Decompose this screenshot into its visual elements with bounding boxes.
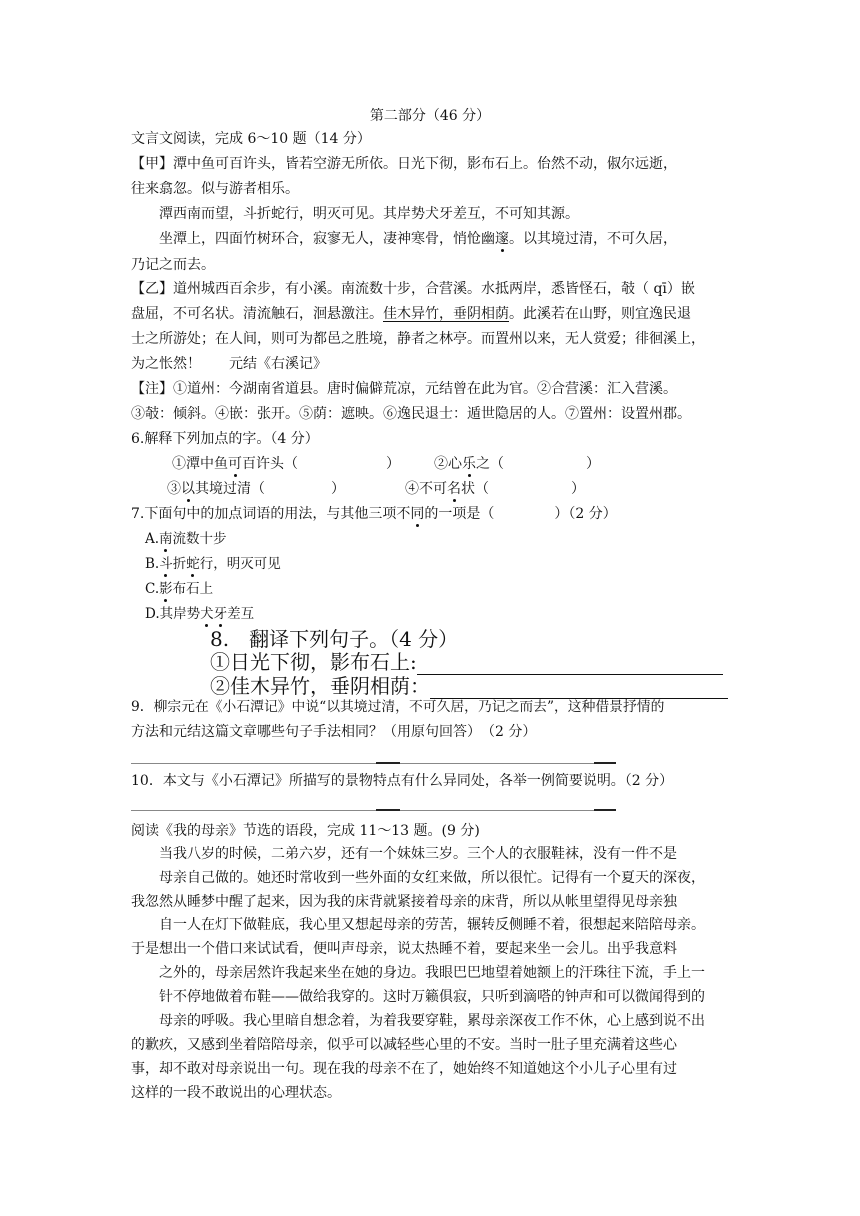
q10-line-1: 10．本文与《小石潭记》所描写的景物特点有什么异同处，各举一例简要说明。（2 分） bbox=[131, 773, 674, 789]
divider-mark bbox=[376, 762, 400, 764]
note-line-1: 【注】①道州：今湖南省道县。唐时偏僻荒凉，元结曾在此为官。②合营溪：汇入营溪。 bbox=[131, 381, 677, 397]
q7-stem: 7.下面句中的加点词语的用法，与其他三项不同的一项是（ ）（2 分） bbox=[131, 506, 617, 522]
q9-line-1: 9．柳宗元在《小石潭记》中说“以其境过清，不可久居，乃记之而去”，这种借景抒情的 bbox=[131, 699, 665, 715]
q8-sentence-1: ①日光下彻，影布石上: bbox=[210, 649, 730, 675]
q10-answer-line[interactable] bbox=[131, 810, 616, 811]
yi-line-2: 盘屈，不可名状。清流触石，洄悬激注。佳木异竹，垂阴相荫。此溪若在山野，则宜逸民退 bbox=[131, 306, 691, 322]
q7-option-a: A.南流数十步 bbox=[145, 531, 227, 547]
jia-line-2: 往来翕忽。似与游者相乐。 bbox=[131, 181, 299, 197]
mother-line-5: 于是想出一个借口来试试看，便叫声母亲，说太热睡不着，要起来坐一会儿。出乎我意料 bbox=[131, 941, 677, 957]
mother-line-10: 事，却不敢对母亲说出一句。现在我的母亲不在了，她始终不知道她这个小儿子心里有过 bbox=[131, 1061, 677, 1077]
q6-row-2: ③以其境过清（ ） ④不可名状（ ） bbox=[167, 481, 585, 497]
jia-line-3: 潭西南而望，斗折蛇行，明灭可见。其岸势犬牙差互，不可知其源。 bbox=[159, 206, 579, 222]
q8-answer-line-2[interactable] bbox=[430, 676, 728, 699]
mother-line-3: 我忽然从睡梦中醒了起来，因为我的床背就紧接着母亲的床背，所以从帐里望得见母亲独 bbox=[131, 894, 677, 910]
q9-answer-line[interactable] bbox=[131, 763, 616, 764]
jia-line-4: 坐潭上，四面竹树环合，寂寥无人，凄神寒骨，悄怆幽邃。以其境过清，不可久居， bbox=[159, 231, 677, 247]
q7-option-c: C.影布石上 bbox=[145, 581, 214, 597]
divider-mark bbox=[376, 809, 400, 811]
mother-line-4: 自一人在灯下做鞋底，我心里又想起母亲的劳苦，辗转反侧睡不着，很想起来陪陪母亲。 bbox=[159, 917, 705, 933]
classical-heading: 文言文阅读，完成 6～10 题（14 分） bbox=[131, 131, 371, 147]
q6-row-1: ①潭中鱼可百许头（ ） ②心乐之（ ） bbox=[172, 456, 600, 472]
mother-line-8: 母亲的呼吸。我心里暗自想念着，为着我要穿鞋，累母亲深夜工作不休，心上感到说不出 bbox=[159, 1013, 705, 1029]
underlined-sentence: 佳木异竹，垂阴相荫 bbox=[383, 306, 509, 322]
mother-line-6: 之外的，母亲居然许我起来坐在她的身边。我眼巴巴地望着她额上的汗珠往下流，手上一 bbox=[159, 965, 705, 981]
jia-line-1: 【甲】潭中鱼可百许头，皆若空游无所依。日光下彻，影布石上。佁然不动，俶尔远逝， bbox=[131, 156, 677, 172]
q6-stem: 6.解释下列加点的字。（4 分） bbox=[131, 431, 319, 447]
mother-heading: 阅读《我的母亲》节选的语段，完成 11～13 题。(9 分) bbox=[131, 823, 480, 839]
q8-answer-line-1[interactable] bbox=[417, 652, 723, 675]
note-line-2: ③攲：倾斜。④嵌：张开。⑤荫：遮映。⑥逸民退士：遁世隐居的人。⑦置州：设置州郡。 bbox=[131, 406, 691, 422]
yi-line-3: 士之所游处；在人间，则可为都邑之胜境，静者之林亭。而置州以来，无人赏爱；徘徊溪上， bbox=[131, 331, 705, 347]
q8-sentence-2: ②佳木异竹，垂阴相荫： bbox=[210, 673, 730, 699]
yi-line-1: 【乙】道州城西百余步，有小溪。南流数十步，合营溪。水抵两岸，悉皆怪石，攲（ qī）嵌 bbox=[131, 281, 695, 297]
mother-line-9: 的歉疚，又感到坐着陪陪母亲，似乎可以减轻些心里的不安。当时一肚子里充满着这些心 bbox=[131, 1037, 677, 1053]
q9-line-2: 方法和元结这篇文章哪些句子手法相同？（用原句回答） （2 分） bbox=[131, 724, 537, 740]
mother-line-2: 母亲自己做的。她还时常收到一些外面的女红来做，所以很忙。记得有一个夏天的深夜， bbox=[159, 870, 705, 886]
section-title: 第二部分（46 分） bbox=[369, 108, 491, 124]
q7-option-b: B.斗折蛇行，明灭可见 bbox=[145, 556, 281, 572]
mother-line-7: 针不停地做着布鞋——做给我穿的。这时万籁俱寂，只听到滴嗒的钟声和可以微闻得到的 bbox=[159, 989, 705, 1005]
q8-stem: 8. 翻译下列句子。（4 分） bbox=[210, 627, 459, 651]
q7-option-d: D.其岸势犬牙差互 bbox=[145, 606, 255, 622]
mother-line-1: 当我八岁的时候，二弟六岁，还有一个妹妹三岁。三个人的衣服鞋袜，没有一件不是 bbox=[159, 846, 677, 862]
divider-mark bbox=[594, 809, 616, 811]
jia-line-5: 乃记之而去。 bbox=[131, 257, 215, 273]
yi-line-4: 为之怅然！ 元结《右溪记》 bbox=[131, 356, 327, 372]
divider-mark bbox=[594, 762, 616, 764]
mother-line-11: 这样的一段不敢说出的心理状态。 bbox=[131, 1085, 341, 1101]
